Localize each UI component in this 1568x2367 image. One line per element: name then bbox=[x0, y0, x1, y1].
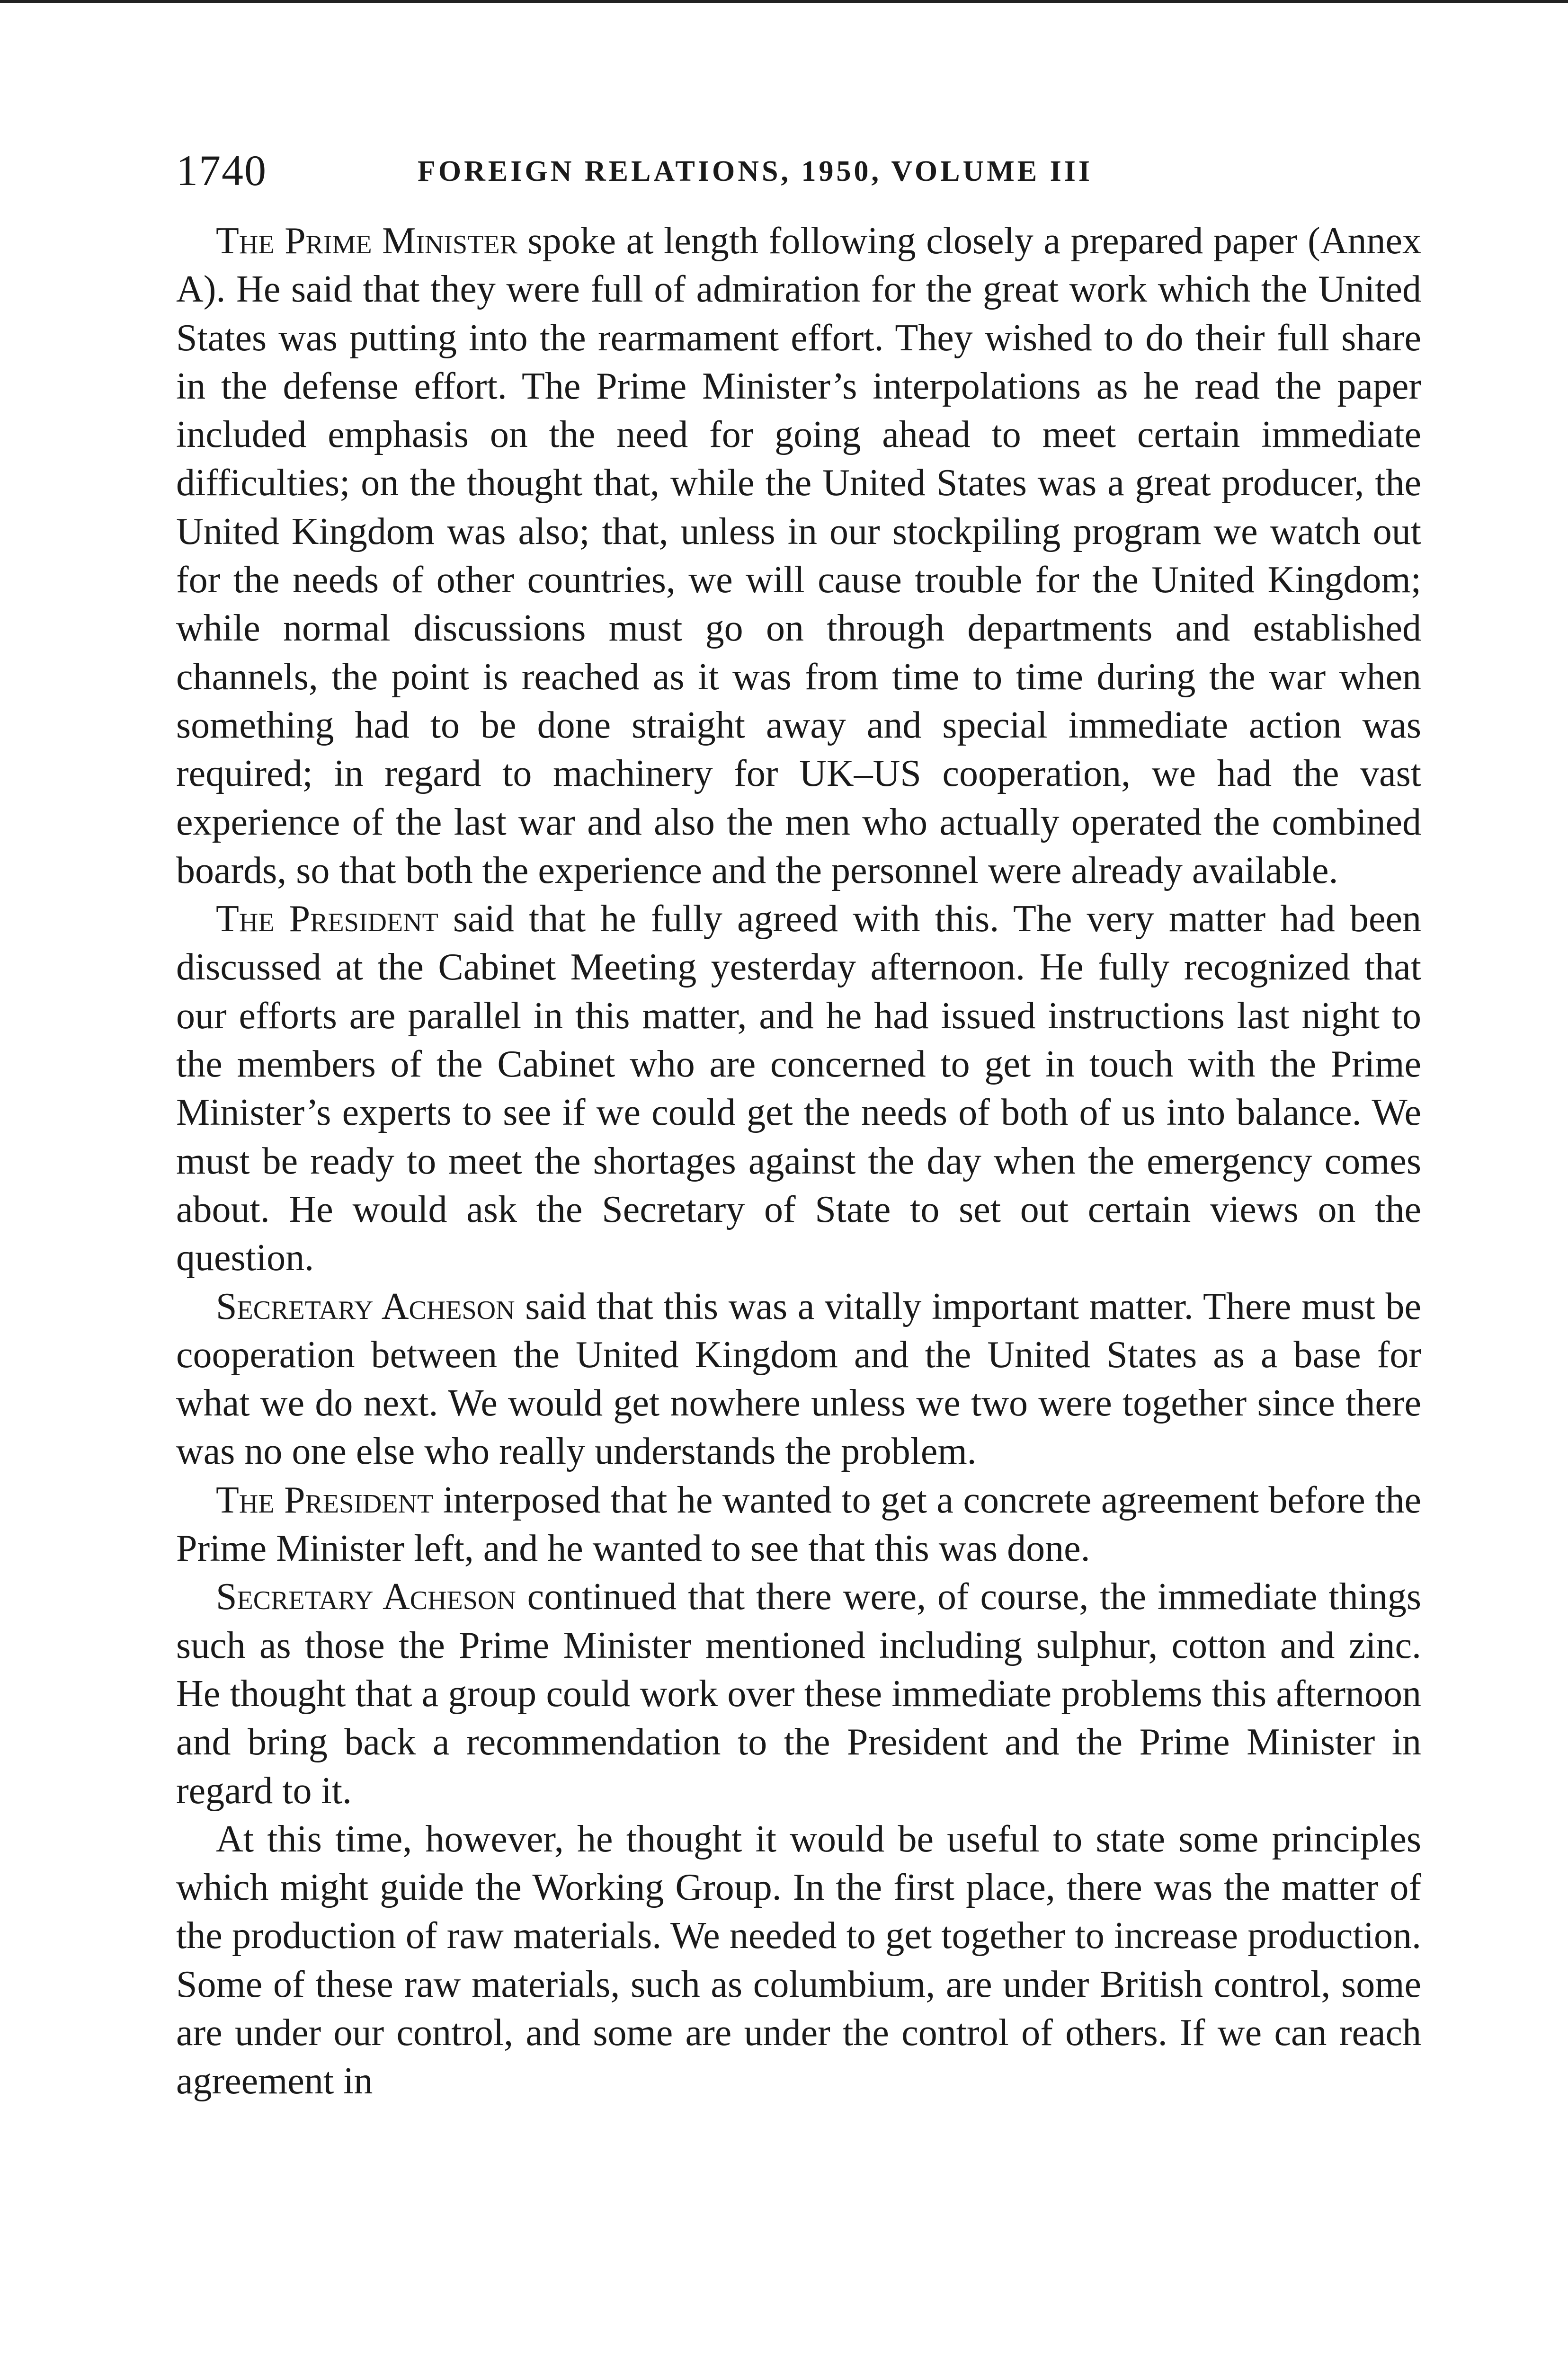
page-header bbox=[176, 142, 1426, 199]
paragraph bbox=[176, 1476, 1421, 1573]
paragraph bbox=[176, 895, 1421, 1282]
paragraph bbox=[176, 217, 1421, 895]
running-title: FOREIGN RELATIONS, 1950, VOLUME III bbox=[418, 155, 1093, 187]
paragraph bbox=[176, 1815, 1421, 2106]
paragraph-text: said that he fully agreed with this. The very matter had been discussed at the Cabinet Meeting yesterday afternoon. He fully recognized that our efforts are parallel in this matter, and he had issued instructions last night to the members of the Cabinet who are concerned to get in touch with the Prime Minister’s experts to see if we could get the needs of both of us into balance. We must be ready to meet the shortages against the day when the emergency comes about. He would ask the Secretary of State to set out certain views on the question. bbox=[176, 898, 1422, 1279]
paragraph bbox=[176, 1573, 1421, 1815]
speaker-name: The President bbox=[216, 1479, 434, 1521]
page-number: 1740 bbox=[176, 146, 267, 195]
body-text bbox=[176, 217, 1421, 2106]
paragraph bbox=[176, 1282, 1421, 1476]
paragraph-text: said that this was a vitally important matter. There must be cooperation between the United Kingdom and the United States as a base for what we do next. We would get nowhere unless we two were together since there was no one else who really understands the problem. bbox=[176, 1285, 1421, 1473]
paragraph-text: interposed that he wanted to get a concrete agreement before the Prime Minister left, and he wanted to see that this was done. bbox=[176, 1479, 1422, 1570]
speaker-name: The President bbox=[216, 898, 438, 940]
speaker-name: Secretary Acheson bbox=[216, 1285, 515, 1327]
paragraph-text: continued that there were, of course, the immediate things such as those the Prime Minister mentioned including sulphur, cotton and zinc. He thought that a group could work over these immediate problems this afternoon and bring back a recommendation to the President and the Prime Minister in regard to it. bbox=[176, 1576, 1421, 1812]
paragraph-text: spoke at length following closely a prepared paper (Annex A). He said that they were full of admiration for the great work which the United States was putting into the rearmament effort. They wished to do their full share in the defense effort. The Prime Minister’s interpolations as he read the paper included emphasis on the need for going ahead to meet certain immediate difficulties; on the thought that, while the United States was a great producer, the United Kingdom was also; that, unless in our stockpiling program we watch out for the needs of other countries, we will cause trouble for the United Kingdom; while normal discussions must go on through departments and established channels, the point is reached as it was from time to time during the war when something had to be done straight away and special immediate action was required; in regard to machinery for UK–US cooperation, we had the vast experience of the last war and also the men who actually operated the combined boards, so that both the experience and the personnel were already available. bbox=[176, 220, 1422, 891]
speaker-name: The Prime Minister bbox=[216, 220, 517, 262]
paragraph-text: At this time, however, he thought it would be useful to state some principles which might guide the Working Group. In the first place, there was the matter of the production of raw materials. We needed to get together to increase production. Some of these raw materials, such as columbium, are under British control, some are under our control, and some are under the control of others. If we can reach agreement in bbox=[176, 1818, 1421, 2102]
speaker-name: Secretary Acheson bbox=[216, 1576, 516, 1618]
top-edge-rule bbox=[0, 0, 1568, 3]
